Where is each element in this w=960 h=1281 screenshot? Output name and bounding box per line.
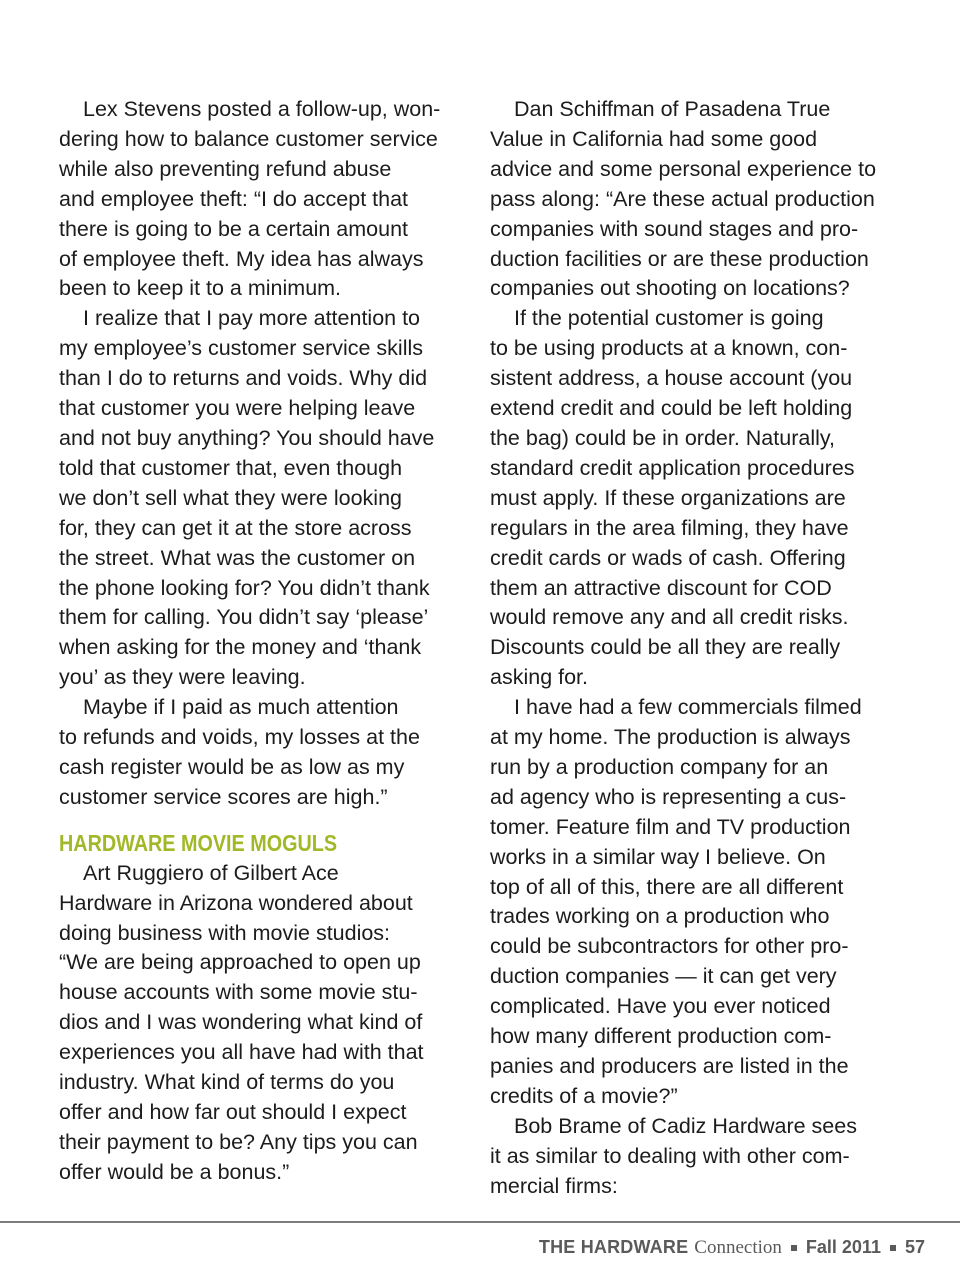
text-line: Maybe if I paid as much attention xyxy=(83,695,399,720)
text-line: house accounts with some movie stu- xyxy=(59,980,418,1005)
text-line: the bag) could be in order. Naturally, xyxy=(490,425,835,450)
page-number: 57 xyxy=(904,1237,925,1257)
square-bullet-icon xyxy=(890,1245,896,1251)
text-line: credits of a movie?” xyxy=(490,1083,678,1108)
text-line: Hardware in Arizona wondered about xyxy=(59,890,413,915)
text-line: their payment to be? Any tips you can xyxy=(59,1129,418,1154)
text-line: for, they can get it at the store across xyxy=(59,515,412,540)
text-line: dering how to balance customer service xyxy=(59,126,438,151)
text-line: experiences you all have had with that xyxy=(59,1040,424,1065)
paragraph-house-account xyxy=(490,304,906,693)
text-line: panies and producers are listed in the xyxy=(490,1054,849,1078)
text-line: offer would be a bonus.” xyxy=(59,1159,290,1184)
text-line: works in a similar way I believe. On xyxy=(490,844,826,869)
text-line: advice and some personal experience to xyxy=(490,156,877,181)
text-line: credit cards or wads of cash. Offering xyxy=(490,545,846,570)
footer-magazine-name: THE HARDWARE xyxy=(538,1237,689,1257)
text-line: that customer you were helping leave xyxy=(59,396,416,421)
left-column xyxy=(59,95,475,1188)
text-line: and employee theft: “I do accept that xyxy=(59,186,408,211)
text-line: asking for. xyxy=(490,665,588,690)
text-line: I realize that I pay more attention to xyxy=(83,306,421,331)
text-line: to refunds and voids, my losses at the xyxy=(59,725,420,750)
text-line: mercial firms: xyxy=(490,1173,618,1198)
section-heading: HARDWARE MOVIE MOGULS xyxy=(59,829,338,856)
text-line: the street. What was the customer on xyxy=(59,545,416,570)
text-line: Lex Stevens posted a follow-up, won- xyxy=(83,97,441,121)
text-line: duction companies — it can get very xyxy=(490,964,837,989)
text-line: them for calling. You didn’t say ‘please’ xyxy=(59,605,429,630)
text-line: If the potential customer is going xyxy=(514,306,824,331)
text-line: extend credit and could be left holding xyxy=(490,396,853,421)
text-line: duction facilities or are these production xyxy=(490,246,869,271)
paragraph-lex-stevens xyxy=(59,95,475,304)
text-line: sistent address, a house account (you xyxy=(490,366,853,391)
text-line: pass along: “Are these actual production xyxy=(490,186,875,211)
text-line: would remove any and all credit risks. xyxy=(490,605,849,630)
text-line: you’ as they were leaving. xyxy=(59,665,306,690)
page-footer xyxy=(539,1237,925,1263)
text-line: industry. What kind of terms do you xyxy=(59,1070,395,1095)
text-line: dios and I was wondering what kind of xyxy=(59,1010,423,1035)
paragraph-commercials xyxy=(490,693,906,1112)
text-line: could be subcontractors for other pro- xyxy=(490,934,849,959)
text-line: told that customer that, even though xyxy=(59,455,403,480)
text-line: Value in California had some good xyxy=(490,126,818,151)
text-line: cash register would be as low as my xyxy=(59,754,405,779)
text-line: how many different production com- xyxy=(490,1024,832,1049)
text-line: at my home. The production is always xyxy=(490,725,851,750)
right-column xyxy=(490,95,906,1202)
text-line: run by a production company for an xyxy=(490,754,829,779)
text-line: we don’t sell what they were looking xyxy=(59,485,402,510)
text-line: Dan Schiffman of Pasadena True xyxy=(514,97,831,121)
text-line: tomer. Feature film and TV production xyxy=(490,814,851,839)
text-line: to be using products at a known, con- xyxy=(490,336,848,361)
paragraph-dan-schiffman xyxy=(490,95,906,304)
text-line: top of all of this, there are all different xyxy=(490,874,844,899)
text-line: must apply. If these organizations are xyxy=(490,485,846,510)
text-line: I have had a few commercials filmed xyxy=(514,695,862,720)
text-line: companies with sound stages and pro- xyxy=(490,216,859,241)
text-line: Art Ruggiero of Gilbert Ace xyxy=(83,860,339,885)
text-line: companies out shooting on locations? xyxy=(490,276,850,301)
text-line: “We are being approached to open up xyxy=(59,950,421,975)
paragraph-employee-skills xyxy=(59,304,475,693)
text-line: standard credit application procedures xyxy=(490,455,855,480)
square-bullet-icon xyxy=(791,1245,797,1251)
footer-issue: Fall 2011 xyxy=(805,1237,881,1257)
text-line: customer service scores are high.” xyxy=(59,784,388,809)
text-line: while also preventing refund abuse xyxy=(59,156,392,181)
text-line: offer and how far out should I expect xyxy=(59,1100,407,1124)
text-line: my employee’s customer service skills xyxy=(59,336,424,361)
paragraph-refunds xyxy=(59,693,475,813)
text-line: the phone looking for? You didn’t thank xyxy=(59,575,430,600)
text-line: and not buy anything? You should have xyxy=(59,425,435,450)
text-line: it as similar to dealing with other com- xyxy=(490,1143,850,1168)
text-line: regulars in the area filming, they have xyxy=(490,515,849,540)
text-line: Discounts could be all they are really xyxy=(490,635,841,660)
text-line: when asking for the money and ‘thank xyxy=(59,635,422,660)
text-line: ad agency who is representing a cus- xyxy=(490,784,847,809)
text-line: complicated. Have you ever noticed xyxy=(490,994,831,1019)
text-line: of employee theft. My idea has always xyxy=(59,246,424,271)
paragraph-bob-brame xyxy=(490,1112,906,1202)
text-line: than I do to returns and voids. Why did xyxy=(59,366,428,391)
paragraph-art-ruggiero xyxy=(59,859,475,1188)
text-line: them an attractive discount for COD xyxy=(490,575,832,600)
text-line: doing business with movie studios: xyxy=(59,920,391,945)
text-line: Bob Brame of Cadiz Hardware sees xyxy=(514,1113,857,1138)
footer-divider xyxy=(0,1221,960,1223)
text-line: been to keep it to a minimum. xyxy=(59,276,342,301)
text-line: there is going to be a certain amount xyxy=(59,216,408,241)
text-line: trades working on a production who xyxy=(490,904,830,929)
footer-magazine-connection: Connection xyxy=(694,1237,782,1258)
